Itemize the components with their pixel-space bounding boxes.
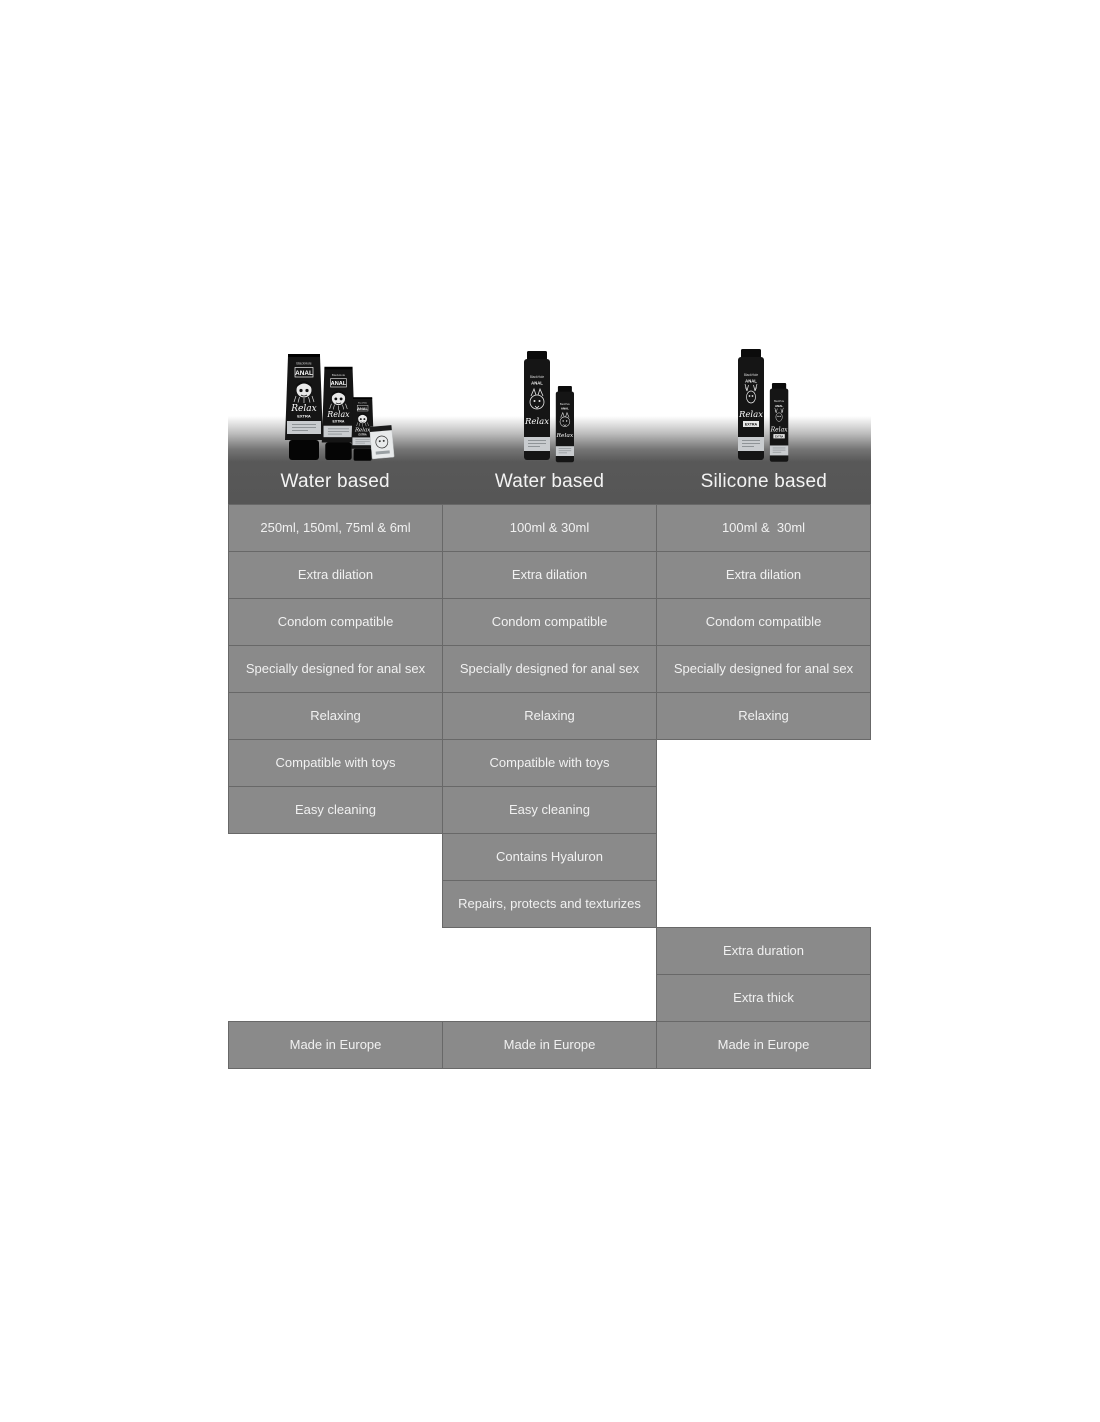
feature-cell-made-europe: Made in Europe	[656, 1021, 871, 1069]
bottle-small-icon	[556, 386, 574, 462]
feature-cell-repairs: Repairs, protects and texturizes	[442, 880, 657, 928]
feature-cell-made-europe: Made in Europe	[228, 1021, 443, 1069]
column-title-silicone-based: Silicone based	[700, 471, 828, 492]
sachet-icon	[369, 425, 394, 459]
product-photo-water-based-bottles	[520, 351, 582, 468]
bottle-large-icon	[524, 351, 550, 460]
feature-cell-sizes: 100ml & 30ml	[442, 504, 657, 552]
feature-cell-relaxing: Relaxing	[442, 692, 657, 740]
feature-cell-condom: Condom compatible	[228, 598, 443, 646]
column-title-water-based-tubes: Water based	[280, 471, 390, 492]
feature-cell-relaxing: Relaxing	[656, 692, 871, 740]
column-title-water-based-bottles: Water based	[494, 471, 605, 492]
feature-cell-duration: Extra duration	[656, 927, 871, 975]
feature-cell-designed: Specially designed for anal sex	[656, 645, 871, 693]
tubes-illustration	[283, 352, 395, 462]
feature-cell-dilation: Extra dilation	[656, 551, 871, 599]
product-photo-silicone-based-bottles	[734, 349, 796, 468]
feature-cell-designed: Specially designed for anal sex	[228, 645, 443, 693]
feature-cell-sizes: 100ml & 30ml	[656, 504, 871, 552]
feature-cell-hyaluron: Contains Hyaluron	[442, 833, 657, 881]
bottle-large-icon	[738, 349, 764, 460]
bottle-small-icon	[770, 383, 789, 462]
feature-cell-toys: Compatible with toys	[228, 739, 443, 787]
feature-cell-made-europe: Made in Europe	[442, 1021, 657, 1069]
feature-cell-condom: Condom compatible	[442, 598, 657, 646]
feature-cell-sizes: 250ml, 150ml, 75ml & 6ml	[228, 504, 443, 552]
feature-cell-toys: Compatible with toys	[442, 739, 657, 787]
feature-cell-dilation: Extra dilation	[228, 551, 443, 599]
feature-cell-thick: Extra thick	[656, 974, 871, 1022]
tube-medium-icon	[322, 367, 355, 460]
bottles-illustration-stag	[734, 349, 796, 463]
tube-large-icon	[285, 354, 323, 460]
bottles-illustration-wolf	[520, 351, 582, 463]
feature-cell-designed: Specially designed for anal sex	[442, 645, 657, 693]
feature-cell-dilation: Extra dilation	[442, 551, 657, 599]
product-photo-water-based-tubes	[283, 352, 395, 467]
feature-cell-relaxing: Relaxing	[228, 692, 443, 740]
feature-cell-condom: Condom compatible	[656, 598, 871, 646]
feature-cell-cleaning: Easy cleaning	[442, 786, 657, 834]
feature-cell-cleaning: Easy cleaning	[228, 786, 443, 834]
